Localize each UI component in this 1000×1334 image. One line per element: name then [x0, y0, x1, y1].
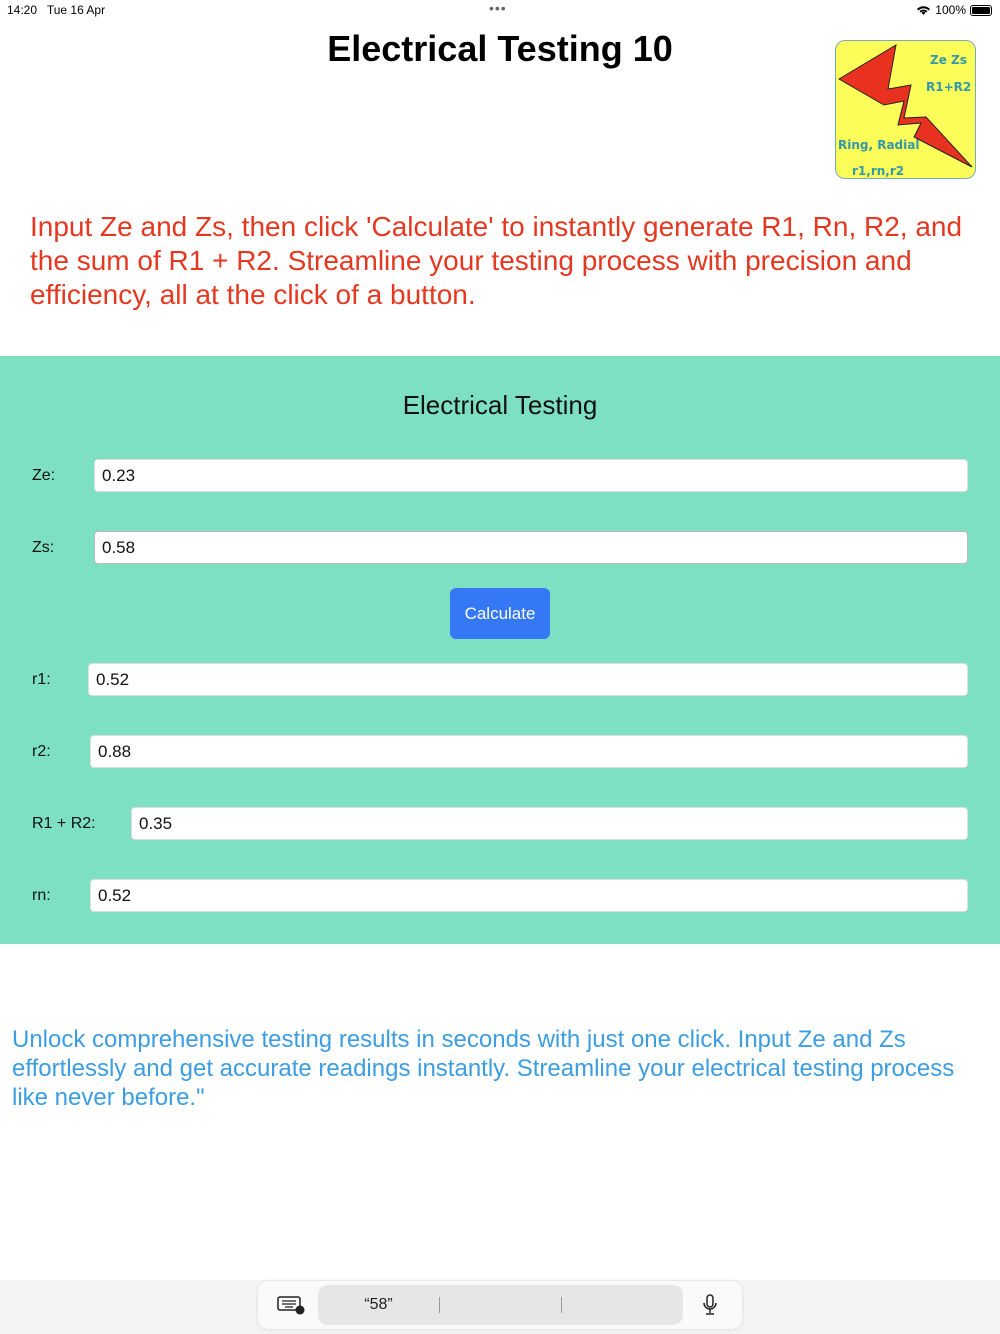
date: Tue 16 Apr: [46, 3, 106, 17]
r1-r2-output[interactable]: [131, 807, 968, 840]
zs-row: [32, 531, 968, 564]
r1-r2-row: [32, 807, 968, 840]
predictive-suggestions: [318, 1285, 683, 1325]
suggestion[interactable]: [562, 1295, 683, 1315]
time: 14:20: [7, 3, 38, 17]
wifi-icon: [916, 5, 931, 16]
rn-row: [32, 879, 968, 912]
logo-text: Ring, Radial: [838, 138, 920, 152]
app-logo: [835, 40, 976, 179]
logo-text: r1,rn,r2: [852, 164, 905, 178]
logo-text: R1+R2: [926, 80, 972, 94]
r1-r2-label: R1 + R2:: [32, 814, 96, 832]
page-title: Electrical Testing 10: [327, 28, 673, 69]
multitasking-dots[interactable]: •••: [489, 0, 507, 16]
suggestion[interactable]: “58”: [364, 1296, 393, 1313]
ze-label: Ze:: [32, 466, 56, 484]
calculate-button[interactable]: Calculate: [450, 588, 550, 639]
microphone-icon[interactable]: [702, 1294, 718, 1316]
r2-output[interactable]: [90, 735, 968, 768]
status-time-date: [7, 3, 105, 17]
battery-icon: [970, 5, 992, 16]
r1-row: [32, 663, 968, 696]
battery-percent: 100%: [935, 3, 966, 17]
r2-label: r2:: [32, 742, 51, 760]
keyboard-icon[interactable]: [277, 1295, 305, 1315]
r1-output[interactable]: [88, 663, 968, 696]
zs-input[interactable]: [94, 531, 968, 564]
zs-label: Zs:: [32, 538, 55, 556]
ze-row: [32, 459, 968, 492]
ze-input[interactable]: [94, 459, 968, 492]
testing-form: [0, 356, 1000, 944]
suggestion[interactable]: [440, 1295, 561, 1315]
intro-text: Input Ze and Zs, then click 'Calculate' to instantly generate R1, Rn, R2, and the sum of R1 + R2. Streamline your testing process with precision and efficiency, all at the click of a button.: [30, 211, 963, 310]
keyboard-shortcut-bar: [258, 1281, 742, 1329]
status-right: [916, 3, 992, 17]
rn-label: rn:: [32, 886, 51, 904]
r1-label: r1:: [32, 670, 51, 688]
logo-text: Ze Zs: [930, 53, 967, 67]
r2-row: [32, 735, 968, 768]
outro-text: Unlock comprehensive testing results in seconds with just one click. Input Ze and Zs effortlessly and get accurate readings instantly. Streamline your electrical testing process like never before.": [12, 1026, 955, 1111]
form-heading: Electrical Testing: [402, 390, 598, 420]
rn-output[interactable]: [90, 879, 968, 912]
status-bar: [0, 0, 1000, 20]
